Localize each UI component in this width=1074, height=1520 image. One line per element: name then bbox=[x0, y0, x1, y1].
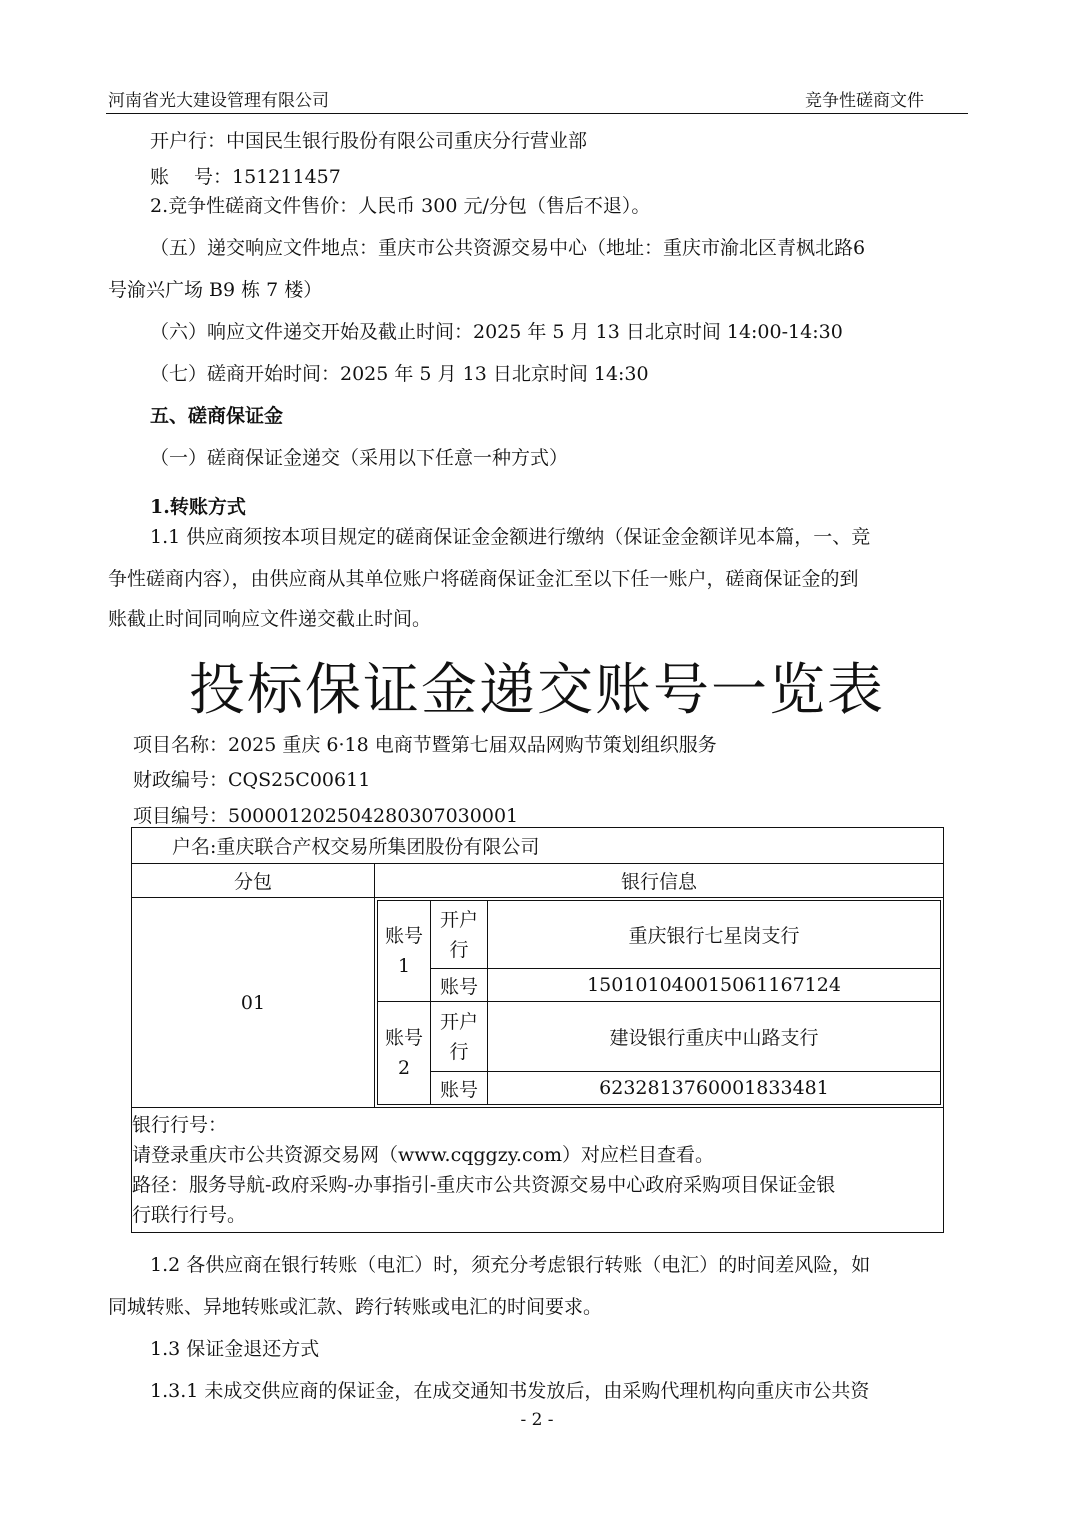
page-number: - 2 - bbox=[520, 1410, 554, 1430]
after-line-2: 同城转账、异地转账或汇款、跨行转账或电汇的时间要求。 bbox=[108, 1296, 603, 1318]
account-1-no: 150101040015061167124 bbox=[488, 969, 941, 1002]
project-number: 项目编号：500001202504280307030001 bbox=[133, 805, 519, 827]
deposit-heading: （一）磋商保证金递交（采用以下任意一种方式） bbox=[150, 447, 569, 469]
section-heading: 五、磋商保证金 bbox=[150, 405, 284, 427]
finance-number: 财政编号：CQS25C00611 bbox=[133, 769, 371, 791]
account-2-no-label: 账号 bbox=[431, 1072, 488, 1105]
account-2-bank-label-a: 开户 bbox=[439, 1010, 478, 1033]
col-package-header: 分包 bbox=[132, 864, 375, 898]
account-1-label-a: 账号 bbox=[384, 925, 423, 947]
account-2-label-b: 2 bbox=[397, 1057, 411, 1079]
paragraph-line-1: 1.1 供应商须按本项目规定的磋商保证金金额进行缴纳（保证金金额详见本篇，一、竞 bbox=[150, 526, 871, 548]
account-2-bank: 建设银行重庆中山路支行 bbox=[488, 1002, 941, 1072]
account-holder: 户名:重庆联合产权交易所集团股份有限公司 bbox=[132, 828, 944, 864]
table-title: 投标保证金递交账号一览表 bbox=[189, 658, 885, 723]
account-1-no-label: 账号 bbox=[431, 969, 488, 1002]
col-bank-header: 银行信息 bbox=[375, 864, 944, 898]
header-company: 河南省光大建设管理有限公司 bbox=[108, 91, 329, 111]
account-line: 账 号：151211457 bbox=[150, 166, 341, 188]
paragraph-line-3: 账截止时间同响应文件递交截止时间。 bbox=[108, 608, 432, 630]
account-2-label bbox=[378, 1002, 431, 1105]
location-line-2: 号渝兴广场 B9 栋 7 楼） bbox=[108, 279, 323, 301]
account-1-label bbox=[378, 901, 431, 1002]
note-line-4: 行联行行号。 bbox=[132, 1204, 247, 1226]
start-time-line: （七）磋商开始时间：2025 年 5 月 13 日北京时间 14:30 bbox=[150, 363, 649, 385]
account-table bbox=[131, 827, 944, 1233]
price-line: 2.竞争性磋商文件售价：人民币 300 元/分包（售后不退）。 bbox=[150, 195, 651, 217]
account-1-bank-label bbox=[431, 901, 488, 969]
paragraph-line-2: 争性磋商内容），由供应商从其单位账户将磋商保证金汇至以下任一账户，磋商保证金的到 bbox=[108, 568, 859, 590]
note-line-1: 银行行号： bbox=[132, 1114, 228, 1136]
bank-info-table bbox=[377, 900, 941, 1105]
account-2-no: 6232813760001833481 bbox=[488, 1072, 941, 1105]
transfer-heading: 1.转账方式 bbox=[150, 496, 246, 518]
account-2-bank-label-b: 行 bbox=[449, 1040, 469, 1063]
submission-time-line: （六）响应文件递交开始及截止时间：2025 年 5 月 13 日北京时间 14:00-14:30 bbox=[150, 321, 843, 343]
account-1-label-b: 1 bbox=[397, 955, 411, 977]
account-2-bank-label bbox=[431, 1002, 488, 1072]
account-2-label-a: 账号 bbox=[384, 1027, 423, 1049]
account-1-bank: 重庆银行七星岗支行 bbox=[488, 901, 941, 969]
account-1-bank-label-a: 开户 bbox=[439, 908, 478, 931]
header-divider bbox=[106, 113, 968, 114]
after-line-1: 1.2 各供应商在银行转账（电汇）时，须充分考虑银行转账（电汇）的时间差风险，如 bbox=[150, 1254, 871, 1276]
header-doc-type: 竞争性磋商文件 bbox=[805, 91, 924, 111]
note-line-3: 路径：服务导航-政府采购-办事指引-重庆市公共资源交易中心政府采购项目保证金银 bbox=[132, 1174, 836, 1196]
bank-line: 开户行：中国民生银行股份有限公司重庆分行营业部 bbox=[150, 130, 588, 152]
location-line-1: （五）递交响应文件地点：重庆市公共资源交易中心（地址：重庆市渝北区青枫北路6 bbox=[150, 237, 866, 259]
account-1-bank-label-b: 行 bbox=[449, 938, 469, 961]
package-cell: 01 bbox=[132, 898, 375, 1108]
after-line-4: 1.3.1 未成交供应商的保证金，在成交通知书发放后，由采购代理机构向重庆市公共资 bbox=[150, 1380, 870, 1402]
refund-heading: 1.3 保证金退还方式 bbox=[150, 1338, 320, 1360]
bank-code-note bbox=[132, 1108, 944, 1233]
note-line-2: 请登录重庆市公共资源交易网（www.cqggzy.com）对应栏目查看。 bbox=[132, 1144, 715, 1166]
project-name: 项目名称：2025 重庆 6·18 电商节暨第七届双品网购节策划组织服务 bbox=[133, 734, 717, 756]
